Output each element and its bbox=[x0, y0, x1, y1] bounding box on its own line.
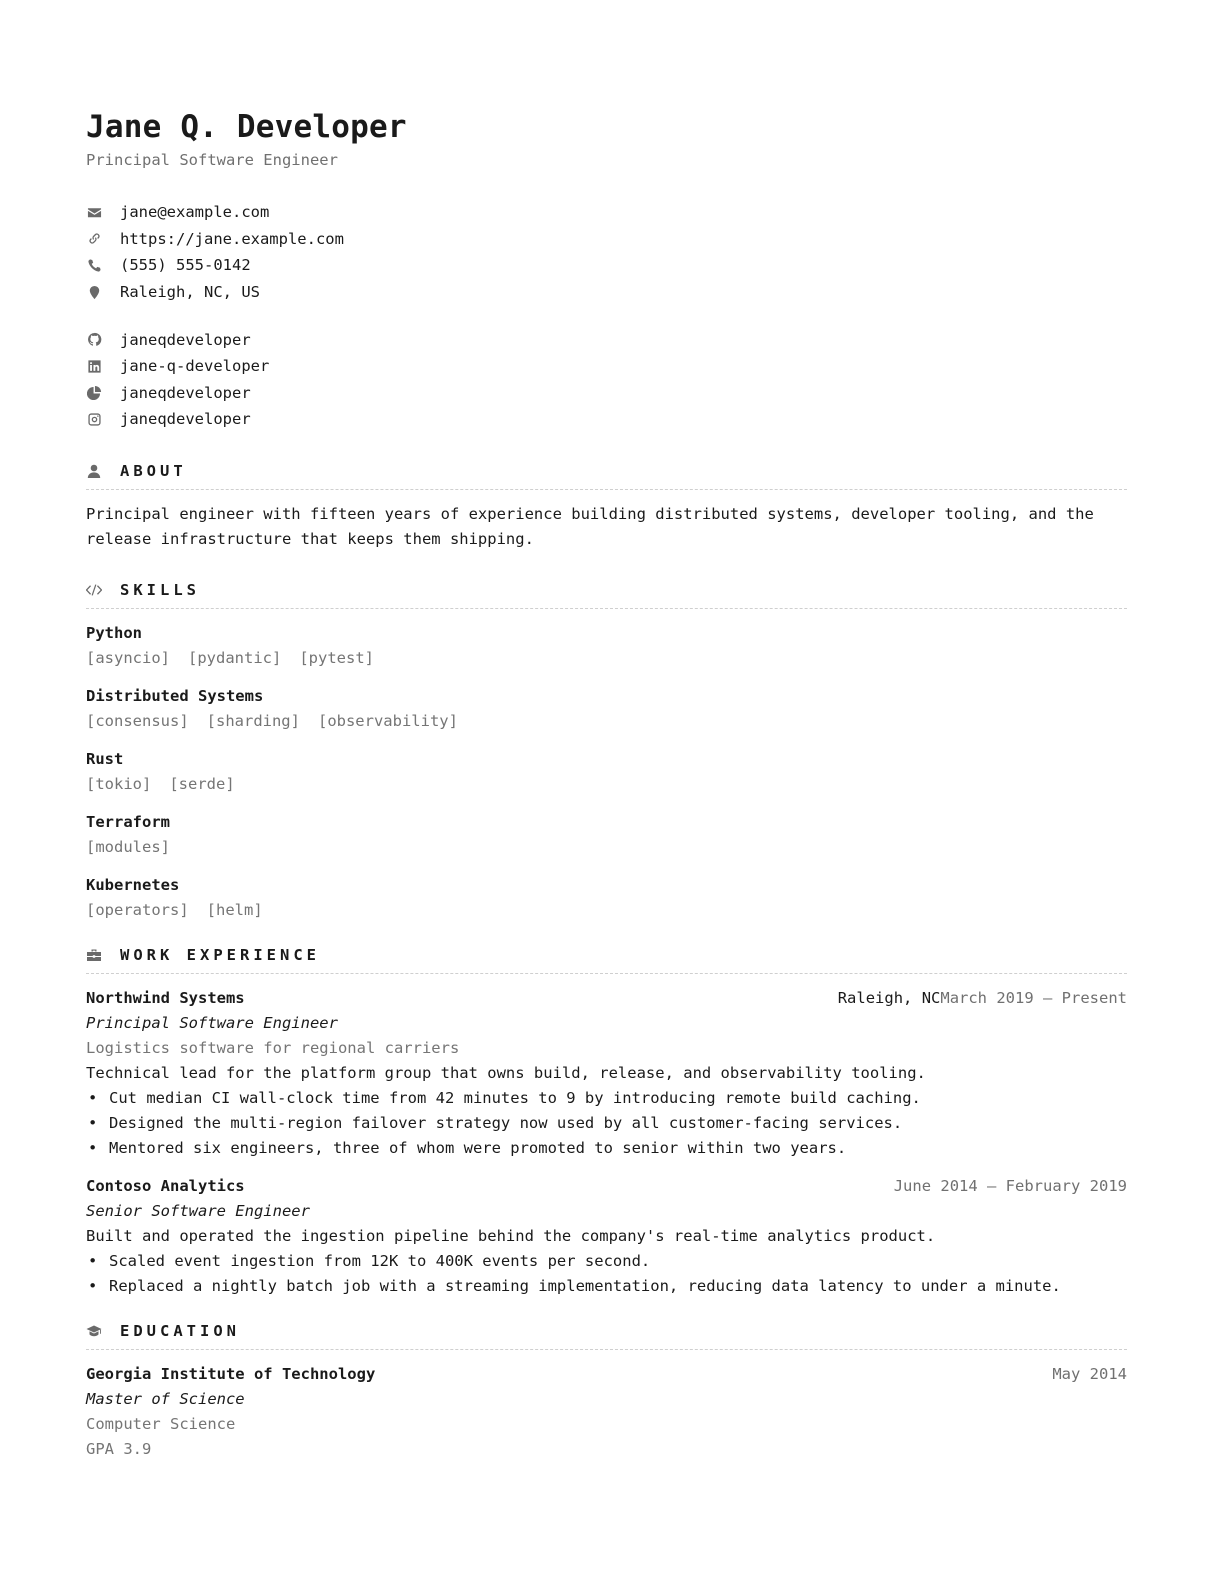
skill-group bbox=[86, 684, 1127, 734]
skills-heading-text: SKILLS bbox=[120, 580, 200, 599]
contact-phone-text: (555) 555-0142 bbox=[120, 256, 251, 275]
contact-phone[interactable] bbox=[86, 252, 1127, 279]
contact-list bbox=[86, 199, 1127, 305]
skill-tag: [asyncio] bbox=[86, 648, 170, 667]
contact-website[interactable] bbox=[86, 226, 1127, 253]
resume-header bbox=[86, 108, 1127, 170]
person-name: Jane Q. Developer bbox=[86, 109, 407, 145]
job-highlights bbox=[86, 1086, 1127, 1161]
job-role: Principal Software Engineer bbox=[86, 1013, 338, 1032]
work-heading-text: WORK EXPERIENCE bbox=[120, 945, 320, 964]
linkedin-icon bbox=[86, 358, 102, 374]
social-list bbox=[86, 326, 1127, 432]
about-heading bbox=[86, 457, 1127, 485]
social-instagram-text: janeqdeveloper bbox=[120, 410, 251, 429]
school-name: Georgia Institute of Technology bbox=[86, 1364, 376, 1383]
social-other[interactable] bbox=[86, 380, 1127, 407]
skill-tags bbox=[86, 835, 1127, 860]
skill-tag: [observability] bbox=[317, 711, 458, 730]
field-of-study: Computer Science bbox=[86, 1414, 236, 1433]
resume-page bbox=[86, 100, 1127, 1475]
job-description: Technical lead for the platform group that owns build, release, and observability tooling. bbox=[86, 1063, 926, 1082]
github-icon bbox=[86, 332, 102, 348]
job-highlight: • Replaced a nightly batch job with a streaming implementation, reducing data latency to under a minute. bbox=[86, 1274, 1127, 1299]
job-highlight: • Mentored six engineers, three of whom were promoted to senior within two years. bbox=[86, 1136, 1127, 1161]
company-name: Northwind Systems bbox=[86, 988, 245, 1007]
contact-website-text: https://jane.example.com bbox=[120, 229, 344, 248]
section-divider bbox=[86, 1349, 1127, 1350]
job-entry bbox=[86, 986, 1127, 1161]
company-name: Contoso Analytics bbox=[86, 1176, 245, 1195]
section-divider bbox=[86, 973, 1127, 974]
job-description: Built and operated the ingestion pipeline behind the company's real-time analytics product. bbox=[86, 1226, 936, 1245]
skill-group bbox=[86, 873, 1127, 923]
skill-tag: [pytest] bbox=[299, 648, 374, 667]
education-entry bbox=[86, 1362, 1127, 1462]
graduation-date: May 2014 bbox=[1052, 1364, 1127, 1383]
skill-tag: [tokio] bbox=[86, 774, 152, 793]
about-text: Principal engineer with fifteen years of experience building distributed systems, developer tooling, and the release infrastructure that keeps them shipping. bbox=[86, 504, 1094, 548]
work-section bbox=[86, 941, 1127, 1299]
briefcase-icon bbox=[86, 947, 102, 963]
about-heading-text: ABOUT bbox=[120, 461, 187, 480]
job-entry bbox=[86, 1174, 1127, 1299]
instagram-icon bbox=[86, 411, 102, 427]
contact-location bbox=[86, 279, 1127, 306]
skill-tag: [pydantic] bbox=[188, 648, 282, 667]
contact-location-text: Raleigh, NC, US bbox=[120, 283, 260, 302]
skill-tag: [serde] bbox=[169, 774, 235, 793]
code-icon bbox=[86, 582, 102, 598]
pie-chart-icon bbox=[86, 385, 102, 401]
about-section bbox=[86, 457, 1127, 552]
degree: Master of Science bbox=[86, 1389, 245, 1408]
education-section bbox=[86, 1317, 1127, 1462]
skill-name: Kubernetes bbox=[86, 875, 180, 894]
gpa: GPA 3.9 bbox=[86, 1439, 152, 1458]
skill-tag: [helm] bbox=[206, 900, 263, 919]
job-highlights bbox=[86, 1249, 1127, 1299]
skill-group bbox=[86, 621, 1127, 671]
skill-tag: [modules] bbox=[86, 837, 170, 856]
section-divider bbox=[86, 489, 1127, 490]
skill-tag: [consensus] bbox=[86, 711, 189, 730]
skill-name: Python bbox=[86, 623, 142, 642]
skills-section bbox=[86, 576, 1127, 923]
social-other-text: janeqdeveloper bbox=[120, 383, 251, 402]
skill-group bbox=[86, 747, 1127, 797]
skill-tag: [operators] bbox=[86, 900, 189, 919]
job-dates: March 2019 – Present bbox=[940, 988, 1127, 1007]
phone-icon bbox=[86, 257, 102, 273]
person-title: Principal Software Engineer bbox=[86, 151, 338, 169]
social-instagram[interactable] bbox=[86, 406, 1127, 433]
job-location: Raleigh, NC bbox=[837, 988, 941, 1007]
skill-name: Terraform bbox=[86, 812, 170, 831]
job-highlight: • Designed the multi-region failover strategy now used by all customer-facing services. bbox=[86, 1111, 1127, 1136]
skill-tag: [sharding] bbox=[206, 711, 300, 730]
social-linkedin[interactable] bbox=[86, 353, 1127, 380]
skill-tags bbox=[86, 709, 1127, 734]
skill-tags bbox=[86, 646, 1127, 671]
section-divider bbox=[86, 608, 1127, 609]
job-highlight: • Scaled event ingestion from 12K to 400K events per second. bbox=[86, 1249, 1127, 1274]
skills-heading bbox=[86, 576, 1127, 604]
skill-name: Distributed Systems bbox=[86, 686, 264, 705]
social-github-text: janeqdeveloper bbox=[120, 330, 251, 349]
envelope-icon bbox=[86, 204, 102, 220]
job-dates: June 2014 – February 2019 bbox=[893, 1176, 1127, 1195]
social-linkedin-text: jane-q-developer bbox=[120, 357, 270, 376]
work-heading bbox=[86, 941, 1127, 969]
skill-tags bbox=[86, 772, 1127, 797]
job-highlight: • Cut median CI wall-clock time from 42 minutes to 9 by introducing remote build caching. bbox=[86, 1086, 1127, 1111]
education-heading bbox=[86, 1317, 1127, 1345]
job-subtitle: Logistics software for regional carriers bbox=[86, 1038, 460, 1057]
link-icon bbox=[86, 231, 102, 247]
graduation-cap-icon bbox=[86, 1323, 102, 1339]
social-github[interactable] bbox=[86, 326, 1127, 353]
contact-email-text: jane@example.com bbox=[120, 203, 270, 222]
skill-group bbox=[86, 810, 1127, 860]
map-pin-icon bbox=[86, 284, 102, 300]
skill-tags bbox=[86, 898, 1127, 923]
contact-email[interactable] bbox=[86, 199, 1127, 226]
education-heading-text: EDUCATION bbox=[120, 1321, 240, 1340]
skill-name: Rust bbox=[86, 749, 124, 768]
job-role: Senior Software Engineer bbox=[86, 1201, 310, 1220]
user-icon bbox=[86, 463, 102, 479]
